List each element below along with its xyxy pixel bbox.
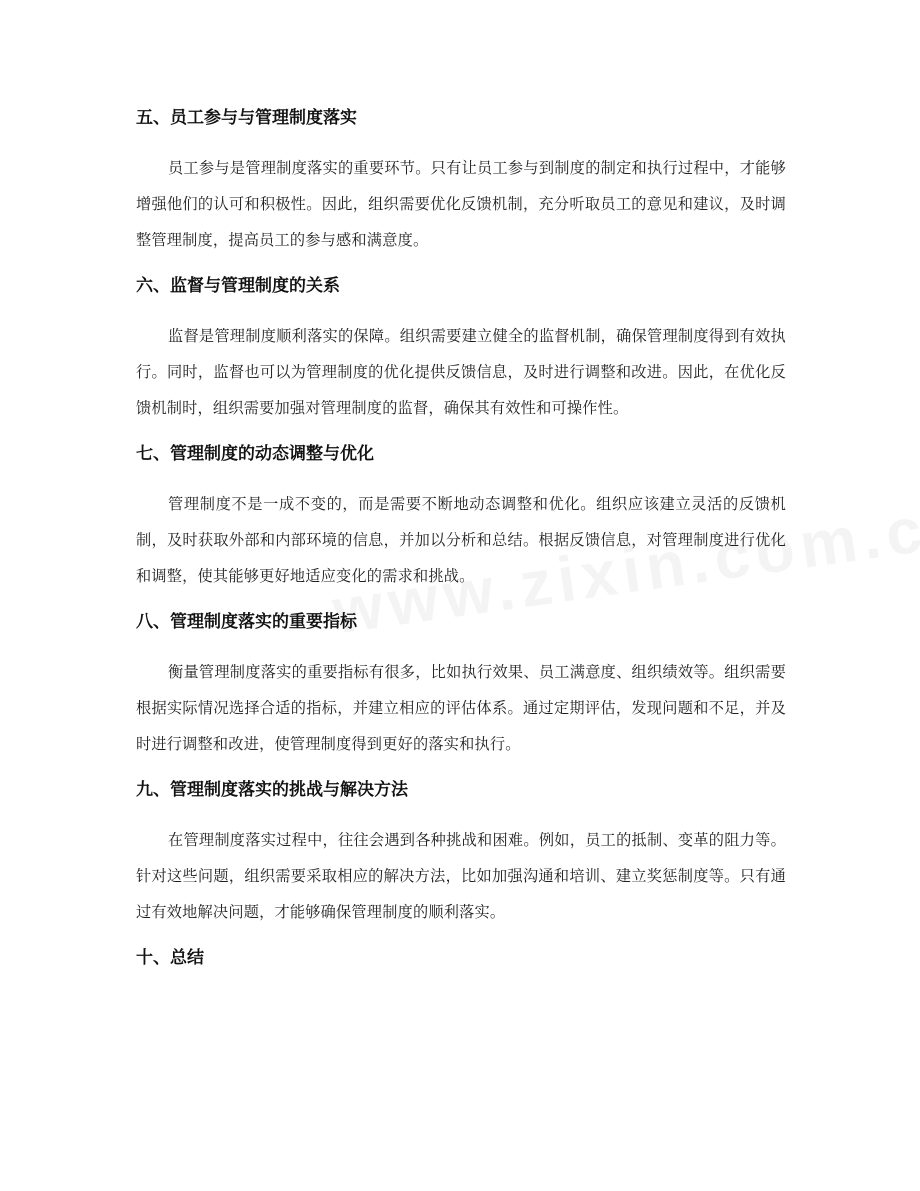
section-paragraph: 监督是管理制度顺利落实的保障。组织需要建立健全的监督机制，确保管理制度得到有效执行。同时，监督也可以为管理制度的优化提供反馈信息，及时进行调整和改进。因此，在优化反馈机制时，组织需要加强对管理制度的监督，确保其有效性和可操作性。 — [136, 327, 786, 417]
section-5 — [136, 104, 786, 258]
section-paragraph: 员工参与是管理制度落实的重要环节。只有让员工参与到制度的制定和执行过程中，才能够增强他们的认可和积极性。因此，组织需要优化反馈机制，充分听取员工的意见和建议，及时调整管理制度，提高员工的参与感和满意度。 — [136, 159, 786, 249]
section-paragraph: 衡量管理制度落实的重要指标有很多，比如执行效果、员工满意度、组织绩效等。组织需要根据实际情况选择合适的指标，并建立相应的评估体系。通过定期评估，发现问题和不足，并及时进行调整和改进，使管理制度得到更好的落实和执行。 — [136, 663, 786, 753]
section-10 — [136, 944, 786, 972]
section-paragraph: 管理制度不是一成不变的，而是需要不断地动态调整和优化。组织应该建立灵活的反馈机制，及时获取外部和内部环境的信息，并加以分析和总结。根据反馈信息，对管理制度进行优化和调整，使其能够更好地适应变化的需求和挑战。 — [136, 495, 786, 585]
section-8 — [136, 608, 786, 762]
section-heading: 五、员工参与与管理制度落实 — [136, 108, 357, 128]
section-heading: 九、管理制度落实的挑战与解决方法 — [136, 780, 408, 800]
section-paragraph: 在管理制度落实过程中，往往会遇到各种挑战和困难。例如，员工的抵制、变革的阻力等。针对这些问题，组织需要采取相应的解决方法，比如加强沟通和培训、建立奖惩制度等。只有通过有效地解决问题，才能够确保管理制度的顺利落实。 — [136, 831, 786, 921]
section-heading: 七、管理制度的动态调整与优化 — [136, 444, 374, 464]
document-body — [136, 104, 786, 990]
section-heading: 八、管理制度落实的重要指标 — [136, 612, 357, 632]
section-heading: 六、监督与管理制度的关系 — [136, 276, 340, 296]
section-7 — [136, 440, 786, 594]
section-heading: 十、总结 — [136, 948, 204, 968]
section-9 — [136, 776, 786, 930]
section-6 — [136, 272, 786, 426]
